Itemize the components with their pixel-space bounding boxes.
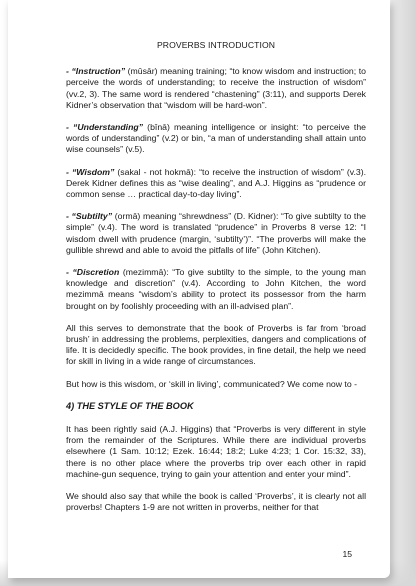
paragraph-discretion xyxy=(66,267,366,312)
paragraph-subtilty xyxy=(66,211,366,256)
term-subtilty: - “Subtilty” xyxy=(66,211,113,222)
term-wisdom: - “Wisdom” xyxy=(66,166,115,177)
term-understanding: - “Understanding” xyxy=(66,122,144,133)
running-head: PROVERBS INTRODUCTION xyxy=(156,40,276,50)
definition-understanding: (bînā) meaning intelligence or insight: “to perceive the words of understanding” (v.2) or bin, “a man of understanding shall attain unto wise counsels” (v.5). xyxy=(66,122,366,155)
paragraph-wisdom xyxy=(66,167,366,201)
paragraph-transition: But how is this wisdom, or ‘skill in living’, communicated? We come now to - xyxy=(66,378,357,389)
section-heading: 4) THE STYLE OF THE BOOK xyxy=(66,400,194,411)
page-content xyxy=(66,40,366,525)
page-number: 15 xyxy=(342,549,352,559)
definition-wisdom: (sakal - not hokmā): “to receive the instruction of wisdom” (v.3). Derek Kidner defines this as “wise dealing”, and A.J. Higgins as “prudence or common sense … practical day-to-day living”. xyxy=(66,166,366,200)
definition-subtilty: (ormā) meaning “shrewdness” (D. Kidner): “To give subtilty to the simple” (v.4). The word is translated “prudence” in Proverbs 8 verse 12: “I wisdom dwell with prudence (margin, ‘subtilty’)”. “The proverbs will make the gullible shrewd and able to avoid the pitfalls of life” (John Kitchen). xyxy=(66,211,366,255)
paragraph-proverbs-note: We should also say that while the book is called ‘Proverbs’, it is clearly not all proverbs! Chapters 1-9 are not written in proverbs, neither for that xyxy=(66,491,366,513)
definition-instruction: (mûsār) meaning training; “to know wisdom and instruction; to perceive the words of understanding; to receive the instruction of wisdom” (vv.2, 3). The same word is rendered “chastening” (3:11), and supports Derek Kidner’s observation that “wisdom will be hard-won”. xyxy=(66,66,366,110)
paragraph-understanding xyxy=(66,122,366,156)
book-page xyxy=(8,0,390,578)
term-discretion: - “Discretion xyxy=(66,267,120,278)
definition-discretion: (mezimmā): “To give subtilty to the simple, to the young man knowledge and discretion” (v.4). According to John Kitchen, the word mezimmā means “wisdom’s ability to protect its possessor from the harm brought on by foolishly proceeding with an ill-advised plan”. xyxy=(66,267,366,311)
term-instruction: - “Instruction” xyxy=(66,66,126,77)
paragraph-summary: All this serves to demonstrate that the book of Proverbs is far from ‘broad brush’ in addressing the problems, perplexities, dangers and complications of life. It is decidedly specific. The book provides, in fine detail, the help we need for skill in living in a wide range of circumstances. xyxy=(66,322,366,367)
paragraph-instruction xyxy=(66,66,366,111)
paragraph-style: It has been rightly said (A.J. Higgins) that “Proverbs is very different in style from the remainder of the Scriptures. While there are individual proverbs elsewhere (1 Sam. 10:12; Ezek. 16:44; 18:2; Luke 4:23; 1 Cor. 15:32, 33), there is no other place where the proverbs trip over each other in rapid machine-gun sequence, trying to gain your attention and enter your mind”. xyxy=(66,424,366,479)
